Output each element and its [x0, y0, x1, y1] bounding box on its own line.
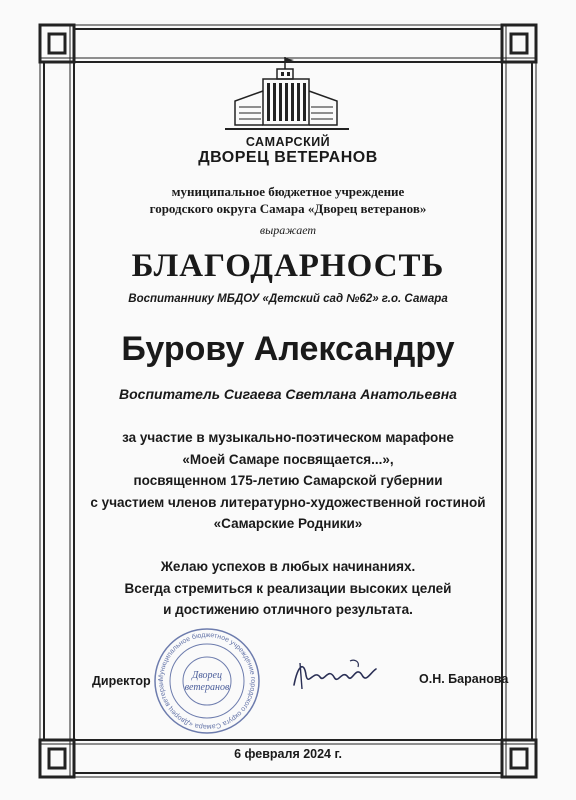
wishes-line: Всегда стремиться к реализации высоких целей	[124, 580, 452, 596]
stamp-center-line2: ветеранов	[184, 682, 230, 693]
body-line: с участием членов литературно-художественной гостиной	[90, 494, 486, 510]
stamp-ring-text: Муниципальное бюджетное учреждение городского округа Самара «Дворец ветеран	[157, 631, 257, 731]
body-line: «Моей Самаре посвящается...»,	[182, 451, 394, 467]
wishes-line: и достижению отличного результата.	[163, 602, 413, 617]
recipient-name: Бурову Александру	[121, 330, 455, 368]
wishes-text	[0, 556, 576, 621]
body-text	[0, 427, 576, 535]
handwritten-signature	[290, 655, 380, 695]
logo-line2: ДВОРЕЦ ВЕТЕРАНОВ	[198, 149, 378, 166]
logo	[0, 55, 576, 167]
org-line1: муниципальное бюджетное учреждение	[171, 184, 405, 199]
org-line2: городского округа Самара «Дворец ветеранов»	[149, 201, 427, 216]
body-line: «Самарские Родники»	[213, 516, 363, 531]
teacher-line: Воспитатель Сигаева Светлана Анатольевна	[119, 386, 457, 402]
body-line: посвященном 175-летию Самарской губернии	[133, 473, 443, 488]
official-stamp	[152, 626, 262, 736]
logo-line1: САМАРСКИЙ	[245, 135, 331, 149]
organization-name	[0, 183, 576, 217]
stamp-center-line1: Дворец	[191, 670, 223, 681]
body-line: за участие в музыкально-поэтическом марафоне	[122, 430, 454, 445]
building-icon	[223, 55, 353, 137]
expresses-label: выражает	[259, 223, 317, 237]
director-label: Директор	[92, 674, 151, 688]
wishes-line: Желаю успехов в любых начинаниях.	[160, 559, 416, 574]
issue-date: 6 февраля 2024 г.	[234, 747, 342, 761]
pupil-line: Воспитаннику МБДОУ «Детский сад №62» г.о. Самара	[128, 293, 448, 305]
director-name: О.Н. Баранова	[419, 672, 509, 686]
certificate-title: БЛАГОДАРНОСТЬ	[131, 248, 445, 284]
